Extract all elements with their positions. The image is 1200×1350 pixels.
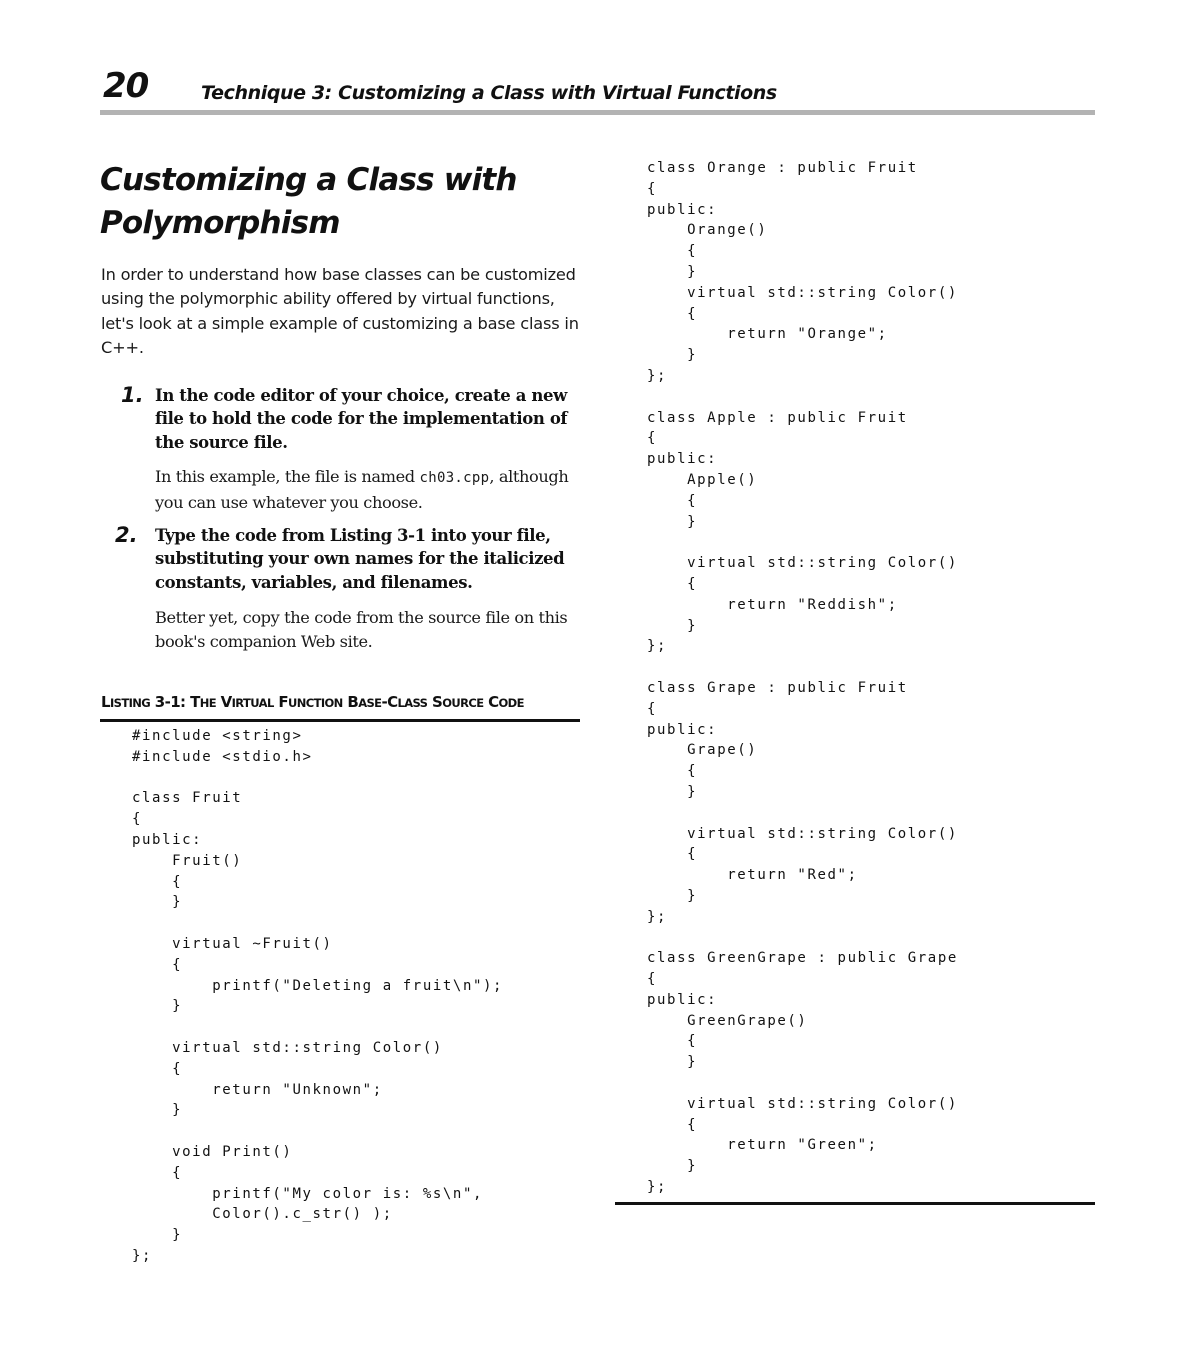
filename-code: ch03.cpp	[419, 470, 490, 486]
caption-part: C	[483, 693, 499, 711]
caption-part: ASE	[358, 696, 382, 710]
step-number: 1.	[121, 383, 144, 407]
running-head: Technique 3: Customizing a Class with Virtual Functions	[201, 82, 777, 104]
step-note-text: , although you can use whatever you choose.	[155, 467, 569, 512]
section-title: Customizing a Class with Polymorphism	[100, 162, 517, 241]
caption-part: OURCE	[442, 696, 484, 710]
header-rule	[100, 110, 1095, 115]
caption-part: L	[101, 693, 110, 711]
caption-part: V	[215, 693, 232, 711]
listing-rule	[100, 719, 580, 722]
caption-part: HE	[199, 696, 216, 710]
step-note	[155, 465, 585, 514]
caption-part: S	[427, 693, 443, 711]
caption-part: IRTUAL	[231, 696, 274, 710]
code-listing-right: class Orange : public Fruit { public: Orange() { } virtual std::string Color() { return "Orange"; } }; class Apple : public Fruit { public: Apple() { } virtual std::string Color() { return "Reddish"; } }; class Grape : public Fruit { public: Grape() { } virtual std::string Color() { return "Red"; } }; class GreenGrape : public Grape { public: GreenGrape() { } virtual std::string Color() { return "Green"; } };	[647, 160, 958, 1196]
listing-end-rule	[615, 1202, 1095, 1205]
caption-part: 3-1: T	[150, 693, 200, 711]
step-instruction: In the code editor of your choice, create a new file to hold the code for the implementation of the source file.	[155, 386, 568, 452]
page-number: 20	[103, 66, 149, 106]
caption-part: ISTING	[109, 696, 151, 710]
step-note: Better yet, copy the code from the source file on this book's companion Web site.	[155, 608, 568, 651]
listing-caption	[101, 693, 581, 711]
caption-part: -C	[381, 693, 398, 711]
caption-part: LASS	[397, 696, 428, 710]
caption-part: ODE	[498, 696, 524, 710]
code-listing-left: #include <string> #include <stdio.h> class Fruit { public: Fruit() { } virtual ~Fruit() { printf("Deleting a fruit\n"); } virtual std::string Color() { return "Unknown"; } void Print() { printf("My color is: %s\n", Color().c_str() ); } };	[132, 728, 504, 1264]
caption-part: UNCTION	[287, 696, 343, 710]
step-instruction: Type the code from Listing 3-1 into your file, substituting your own names for the italicized constants, variables, and filenames.	[155, 526, 565, 592]
caption-part: F	[273, 693, 288, 711]
step-number: 2.	[115, 523, 138, 547]
caption-part: B	[342, 693, 359, 711]
step-note-text: In this example, the file is named	[155, 467, 420, 486]
intro-paragraph: In order to understand how base classes can be customized using the polymorphic ability offered by virtual functions, let's look at a simple example of customizing a base class in C++.	[101, 265, 579, 358]
